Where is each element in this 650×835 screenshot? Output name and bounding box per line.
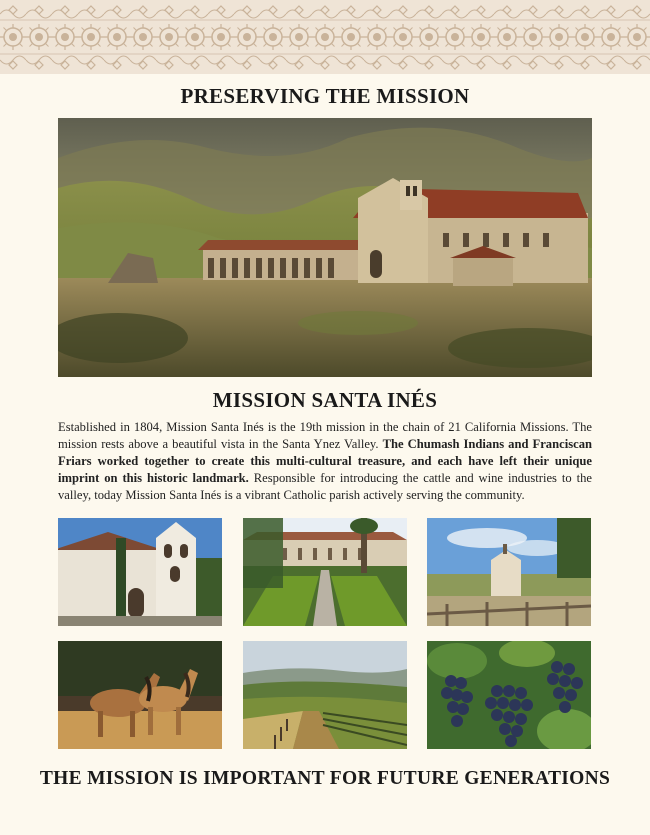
intro-text-3: Responsible for introducing the cattle and wine industries to the valley, today Mission Santa Inés is a vibrant Catholic parish actively serving the community.	[58, 471, 592, 502]
page-title: PRESERVING THE MISSION	[180, 84, 470, 108]
intro-paragraph	[58, 419, 592, 504]
decorative-border	[0, 0, 650, 74]
section-title: MISSION SANTA INÉS	[212, 388, 438, 412]
mission-bell-tower-photo	[58, 518, 222, 626]
intro-text-1: Established in 1804, Mission Santa Inés is the 19th mission in the chain of 21 California Missions. The mission rests above a beautiful vista in the Santa Ynez Valley.	[58, 420, 592, 451]
grapes-photo	[427, 641, 591, 749]
mission-monument-photo	[427, 518, 591, 626]
mission-painting	[58, 118, 592, 377]
intro-text-bold: The Chumash Indians and Franciscan Friars worked together to create this multi-cultural treasure, and each have left their unique imprint on this historic landmark.	[58, 437, 592, 485]
vineyard-road-photo	[243, 641, 407, 749]
mission-garden-photo	[243, 518, 407, 626]
closing-title: THE MISSION IS IMPORTANT FOR FUTURE GENERATIONS	[39, 768, 611, 789]
horses-photo	[58, 641, 222, 749]
